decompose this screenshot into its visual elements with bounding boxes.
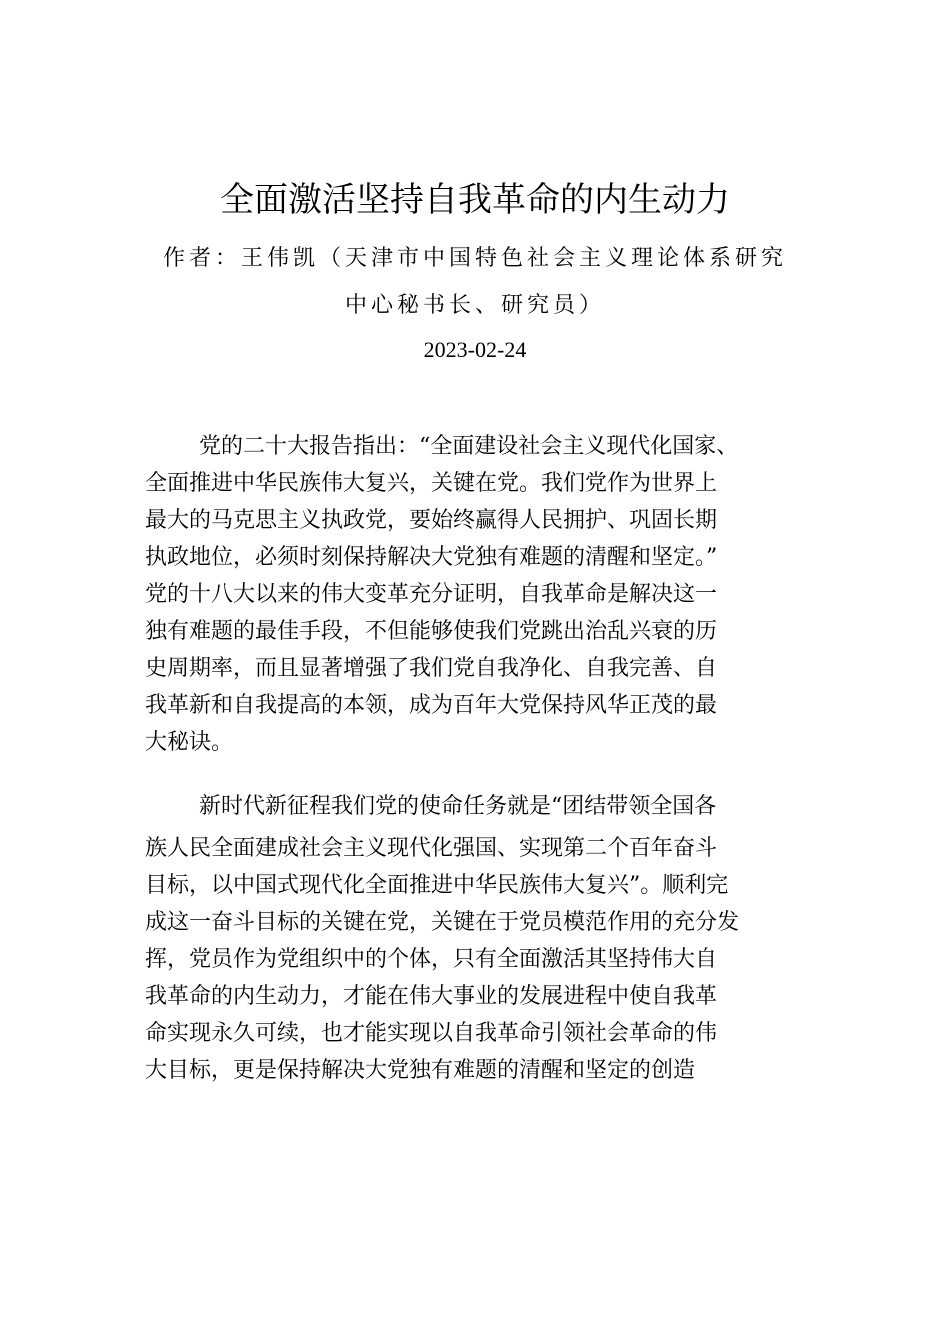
text-line: 目标，以中国式现代化全面推进中华民族伟大复兴”。顺利完 <box>145 873 729 898</box>
text-line: 史周期率，而且显著增强了我们党自我净化、自我完善、自 <box>145 656 718 681</box>
paragraph-2 <box>145 788 805 1089</box>
publish-date: 2023-02-24 <box>423 337 527 362</box>
text-line: 族人民全面建成社会主义现代化强国、实现第二个百年奋斗 <box>145 836 718 861</box>
text-line: 新时代新征程我们党的使命任务就是“团结带领全国各 <box>199 794 717 819</box>
text-line: 我革命的内生动力，才能在伟大事业的发展进程中使自我革 <box>145 984 718 1009</box>
text-line: 执政地位，必须时刻保持解决大党独有难题的清醒和坚定。” <box>145 545 718 570</box>
author-byline-line-2: 中心秘书长、研究员） <box>344 293 605 318</box>
text-line: 独有难题的最佳手段，不但能够使我们党跳出治乱兴衰的历 <box>145 619 718 644</box>
text-line: 党的十八大以来的伟大变革充分证明，自我革命是解决这一 <box>145 582 718 607</box>
author-byline-line-1: 作者：王伟凯（天津市中国特色社会主义理论体系研究 <box>162 246 787 271</box>
article-title: 全面激活坚持自我革命的内生动力 <box>220 180 730 220</box>
paragraph-1 <box>145 428 805 761</box>
text-line: 我革新和自我提高的本领，成为百年大党保持风华正茂的最 <box>145 693 718 718</box>
text-line: 大目标，更是保持解决大党独有难题的清醒和坚定的创造 <box>145 1058 696 1083</box>
text-line: 党的二十大报告指出：“全面建设社会主义现代化国家、 <box>199 434 739 459</box>
text-line: 成这一奋斗目标的关键在党，关键在于党员模范作用的充分发 <box>145 910 740 935</box>
text-line: 命实现永久可续，也才能实现以自我革命引领社会革命的伟 <box>145 1021 718 1046</box>
text-line: 大秘诀。 <box>145 730 234 755</box>
text-line: 全面推进中华民族伟大复兴，关键在党。我们党作为世界上 <box>145 471 718 496</box>
text-line: 最大的马克思主义执政党，要始终赢得人民拥护、巩固长期 <box>145 508 718 533</box>
text-line: 挥，党员作为党组织中的个体，只有全面激活其坚持伟大自 <box>145 947 718 972</box>
